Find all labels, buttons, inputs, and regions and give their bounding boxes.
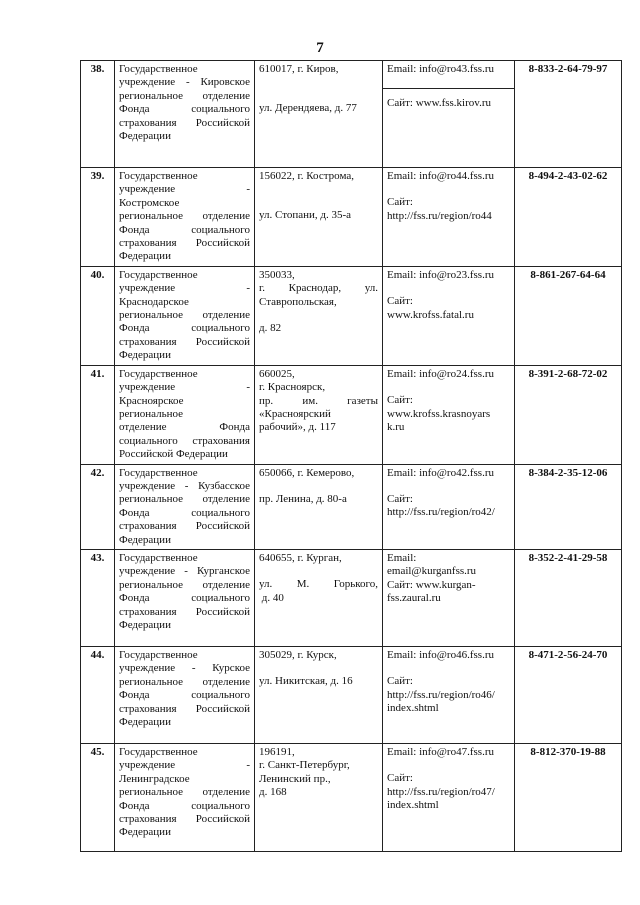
- phone-number: 8-384-2-35-12-06: [515, 464, 622, 549]
- organization-name-line: Государственное: [119, 367, 198, 380]
- organization-name-line: учреждение - Кировское: [119, 76, 250, 89]
- contact-web: [383, 743, 515, 851]
- organization-name-line: региональное отделение: [119, 210, 250, 223]
- address-line: г. Санкт-Петербург,: [259, 759, 350, 772]
- website-line: email@kurganfss.ru: [387, 565, 477, 578]
- website-line: http://fss.ru/region/ro47/: [387, 785, 495, 798]
- website-line: Сайт:: [387, 772, 413, 785]
- row-number: 41.: [81, 365, 115, 464]
- organization-name-line: Государственное: [119, 63, 198, 75]
- address-line: д. 82: [259, 322, 282, 335]
- organization-name: [115, 646, 255, 743]
- organization-name: [115, 743, 255, 851]
- address-line: ул. М. Горького,: [259, 578, 378, 591]
- cell-divider: [383, 88, 514, 89]
- organization-name-line: Государственное: [119, 745, 198, 758]
- organization-name: [115, 549, 255, 646]
- fss-offices-table: [80, 60, 622, 852]
- postal-address: [255, 464, 383, 549]
- postal-address: [255, 61, 383, 168]
- website-line: Сайт: www.fss.kirov.ru: [387, 97, 491, 110]
- table-row: [81, 743, 622, 851]
- organization-name-line: Российской Федерации: [119, 448, 228, 461]
- address-line: [259, 76, 378, 89]
- organization-name-line: региональное отделение: [119, 786, 250, 799]
- organization-name-line: Государственное: [119, 551, 198, 564]
- address-line: 350033,: [259, 268, 295, 281]
- address-line: Ленинский пр.,: [259, 772, 331, 785]
- organization-name-line: Федерации: [119, 826, 171, 839]
- organization-name-line: страхования Российской: [119, 702, 250, 715]
- organization-name: [115, 464, 255, 549]
- address-line: [259, 89, 378, 102]
- email-line: Email: info@ro24.fss.ru: [387, 367, 494, 380]
- organization-name-line: Фонда социального: [119, 322, 250, 335]
- postal-address: [255, 549, 383, 646]
- website-line: Сайт:: [387, 295, 413, 308]
- website-line: fss.zaural.ru: [387, 592, 441, 605]
- spacer: [387, 183, 510, 196]
- organization-name-line: Федерации: [119, 533, 171, 546]
- organization-name-line: учреждение - Курское: [119, 662, 250, 675]
- organization-name-line: Федерации: [119, 130, 171, 143]
- address-line: 650066, г. Кемерово,: [259, 466, 355, 479]
- address-line: 640655, г. Курган,: [259, 551, 342, 564]
- row-number: 44.: [81, 646, 115, 743]
- organization-name-line: региональное отделение: [119, 578, 250, 591]
- organization-name-line: Федерации: [119, 716, 171, 728]
- website-line: http://fss.ru/region/ro42/: [387, 506, 495, 519]
- address-line: [259, 309, 378, 322]
- organization-name-line: страхования Российской: [119, 335, 250, 348]
- contact-web: [383, 168, 515, 267]
- email-line: Email: info@ro46.fss.ru: [387, 648, 494, 661]
- page-number: 7: [316, 40, 324, 56]
- table-row: [81, 464, 622, 549]
- row-number: 45.: [81, 743, 115, 851]
- organization-name-line: отделение Фонда: [119, 421, 250, 434]
- email-line: Email: info@ro42.fss.ru: [387, 466, 494, 479]
- address-line: г. Краснодар, ул.: [259, 282, 378, 295]
- address-line: рабочий», д. 117: [259, 421, 336, 434]
- organization-name-line: учреждение -: [119, 759, 250, 772]
- row-number: 39.: [81, 168, 115, 267]
- organization-name-line: страхования Российской: [119, 237, 250, 250]
- address-line: [259, 565, 378, 578]
- organization-name-line: учреждение - Кузбасское: [119, 479, 250, 492]
- organization-name-line: Фонда социального: [119, 592, 250, 605]
- postal-address: [255, 743, 383, 851]
- website-line: http://fss.ru/region/ro44: [387, 209, 492, 222]
- organization-name-line: региональное отделение: [119, 675, 250, 688]
- address-line: 305029, г. Курск,: [259, 648, 337, 661]
- contact-web: [383, 365, 515, 464]
- website-line: Сайт:: [387, 394, 413, 407]
- address-line: 196191,: [259, 745, 295, 758]
- email-line: Email: info@ro44.fss.ru: [387, 170, 494, 182]
- address-line: ул. Дерендяева, д. 77: [259, 102, 357, 115]
- phone-number: 8-812-370-19-88: [515, 743, 622, 851]
- row-number: 38.: [81, 61, 115, 168]
- table-row: [81, 365, 622, 464]
- organization-name-line: страхования Российской: [119, 520, 250, 533]
- address-line: д. 168: [259, 786, 287, 799]
- address-line: ул. Никитская, д. 16: [259, 675, 353, 688]
- table-row: [81, 266, 622, 365]
- spacer: [387, 480, 510, 493]
- address-line: д. 40: [259, 591, 284, 604]
- email-line: Email: info@ro43.fss.ru: [387, 63, 494, 75]
- organization-name-line: страхования Российской: [119, 605, 250, 618]
- table-row: [81, 168, 622, 267]
- row-number: 42.: [81, 464, 115, 549]
- address-line: «Красноярский: [259, 407, 331, 420]
- address-line: ул. Стопани, д. 35-а: [259, 209, 352, 222]
- organization-name: [115, 61, 255, 168]
- phone-number: 8-352-2-41-29-58: [515, 549, 622, 646]
- website-line: Сайт: www.kurgan-: [387, 578, 476, 591]
- website-line: index.shtml: [387, 799, 439, 812]
- contact-web: [383, 464, 515, 549]
- postal-address: [255, 646, 383, 743]
- organization-name-line: Федерации: [119, 250, 171, 263]
- organization-name: [115, 168, 255, 267]
- organization-name-line: социального страхования: [119, 434, 250, 447]
- phone-number: 8-833-2-64-79-97: [515, 61, 622, 168]
- organization-name-line: Государственное: [119, 268, 198, 281]
- address-line: пр. им. газеты: [259, 394, 378, 407]
- address-line: 610017, г. Киров,: [259, 63, 339, 75]
- website-line: Сайт:: [387, 196, 413, 209]
- table-row: [81, 646, 622, 743]
- email-line: Email: info@ro47.fss.ru: [387, 745, 494, 758]
- address-line: [259, 480, 378, 493]
- organization-name-line: Государственное: [119, 466, 198, 479]
- address-line: 660025,: [259, 367, 295, 380]
- row-number: 40.: [81, 266, 115, 365]
- organization-name-line: страхования Российской: [119, 116, 250, 129]
- spacer: [387, 662, 510, 675]
- postal-address: [255, 266, 383, 365]
- contact-web: [383, 549, 515, 646]
- address-line: Ставропольская,: [259, 295, 337, 308]
- organization-name-line: Фонда социального: [119, 103, 250, 116]
- website-line: k.ru: [387, 420, 405, 433]
- spacer: [387, 381, 510, 394]
- table-body: [81, 61, 622, 852]
- address-line: 156022, г. Кострома,: [259, 170, 354, 182]
- website-line: Сайт:: [387, 492, 413, 505]
- address-line: [259, 183, 378, 196]
- organization-name-line: региональное отделение: [119, 89, 250, 102]
- organization-name-line: страхования Российской: [119, 813, 250, 825]
- organization-name-line: учреждение - Курганское: [119, 565, 250, 578]
- table-row: [81, 549, 622, 646]
- website-line: index.shtml: [387, 702, 439, 715]
- organization-name-line: Краснодарское: [119, 295, 189, 308]
- organization-name-line: Федерации: [119, 349, 171, 362]
- address-line: пр. Ленина, д. 80-а: [259, 492, 347, 505]
- organization-name-line: Фонда социального: [119, 689, 250, 702]
- website-line: www.krofss.krasnoyars: [387, 407, 491, 420]
- phone-number: 8-861-267-64-64: [515, 266, 622, 365]
- organization-name-line: Федерации: [119, 619, 171, 631]
- organization-name-line: учреждение -: [119, 282, 250, 295]
- organization-name-line: Красноярское: [119, 394, 184, 407]
- organization-name-line: учреждение -: [119, 381, 250, 394]
- address-line: [259, 662, 378, 675]
- organization-name: [115, 365, 255, 464]
- organization-name-line: региональное отделение: [119, 309, 250, 322]
- organization-name-line: Фонда социального: [119, 223, 250, 236]
- organization-name-line: учреждение -: [119, 183, 250, 196]
- organization-name-line: Государственное: [119, 648, 198, 661]
- table-row: [81, 61, 622, 168]
- phone-number: 8-471-2-56-24-70: [515, 646, 622, 743]
- organization-name-line: Фонда социального: [119, 506, 250, 519]
- address-line: [259, 196, 378, 209]
- phone-number: 8-494-2-43-02-62: [515, 168, 622, 267]
- website-line: Сайт:: [387, 675, 413, 688]
- email-line: Email:: [387, 551, 417, 564]
- address-line: г. Красноярск,: [259, 381, 326, 394]
- contact-web: [383, 61, 515, 168]
- spacer: [387, 282, 510, 295]
- row-number: 43.: [81, 549, 115, 646]
- website-line: www.krofss.fatal.ru: [387, 308, 474, 321]
- organization-name-line: Ленинградское: [119, 772, 190, 785]
- organization-name-line: Фонда социального: [119, 799, 250, 812]
- postal-address: [255, 365, 383, 464]
- email-line: Email: info@ro23.fss.ru: [387, 268, 494, 281]
- organization-name-line: Костромское: [119, 196, 180, 209]
- organization-name: [115, 266, 255, 365]
- website-line: http://fss.ru/region/ro46/: [387, 688, 495, 701]
- organization-name-line: региональное отделение: [119, 493, 250, 506]
- spacer: [387, 759, 510, 772]
- organization-name-line: региональное: [119, 407, 184, 420]
- phone-number: 8-391-2-68-72-02: [515, 365, 622, 464]
- contact-web: [383, 646, 515, 743]
- contact-web: [383, 266, 515, 365]
- organization-name-line: Государственное: [119, 170, 198, 182]
- postal-address: [255, 168, 383, 267]
